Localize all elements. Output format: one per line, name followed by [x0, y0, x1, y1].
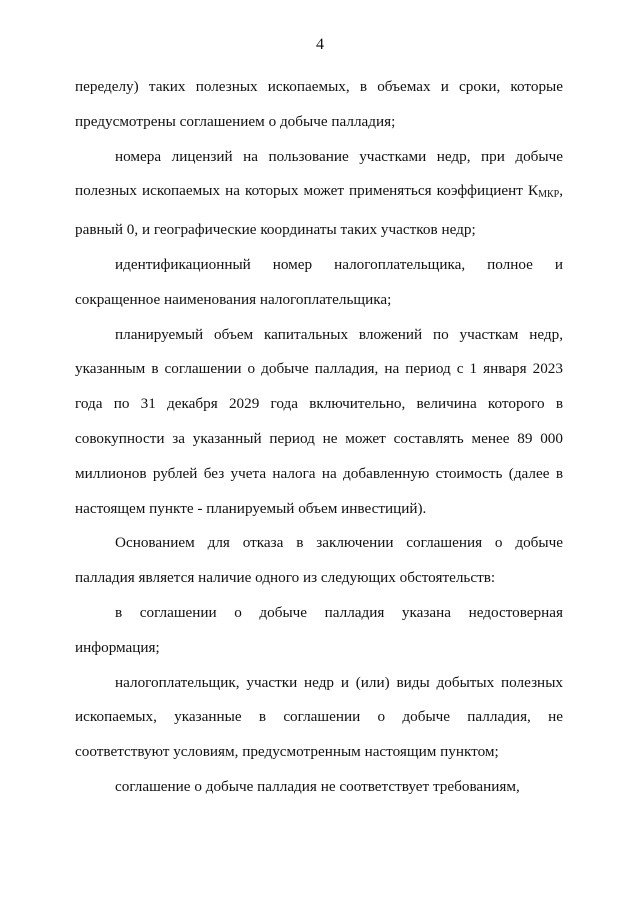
- paragraph-license-numbers: [75, 140, 563, 248]
- paragraph-nonconformity: налогоплательщик, участки недр и (или) виды добытых полезных ископаемых, указанные в соглашении о добыче палладия, не соответствуют условиям, предусмотренным настоящим пунктом;: [75, 673, 563, 761]
- paragraph-refusal-grounds: Основанием для отказа в заключении соглашения о добыче палладия является наличие одного из следующих обстоятельств:: [75, 534, 563, 587]
- paragraph-requirements: соглашение о добыче палладия не соответствует требованиям,: [115, 777, 520, 795]
- document-body: [75, 70, 563, 805]
- paragraph-false-information: в соглашении о добыче палладия указана недостоверная информация;: [75, 603, 563, 656]
- coefficient-subscript: МКР: [538, 189, 560, 201]
- paragraph-text-before-coefficient: номера лицензий на пользование участками недр, при добыче полезных ископаемых на которых может применяться коэффициент К: [75, 147, 563, 200]
- paragraph-continuation: переделу) таких полезных ископаемых, в объемах и сроки, которые предусмотрены соглашением о добыче палладия;: [75, 78, 563, 130]
- paragraph-text-after-coefficient: , равный 0, и географические координаты таких участков недр;: [75, 182, 563, 239]
- page-number: 4: [316, 36, 324, 53]
- paragraph-taxpayer-id: идентификационный номер налогоплательщика, полное и сокращенное наименования налогоплательщика;: [75, 255, 563, 308]
- paragraph-planned-investment: планируемый объем капитальных вложений по участкам недр, указанным в соглашении о добыче палладия, на период с 1 января 2023 года по 31 декабря 2029 года включительно, величина которого в совокупности за указанный период не может составлять менее 89 000 миллионов рублей без учета налога на добавленную стоимость (далее в настоящем пункте - планируемый объем инвестиций).: [75, 325, 563, 517]
